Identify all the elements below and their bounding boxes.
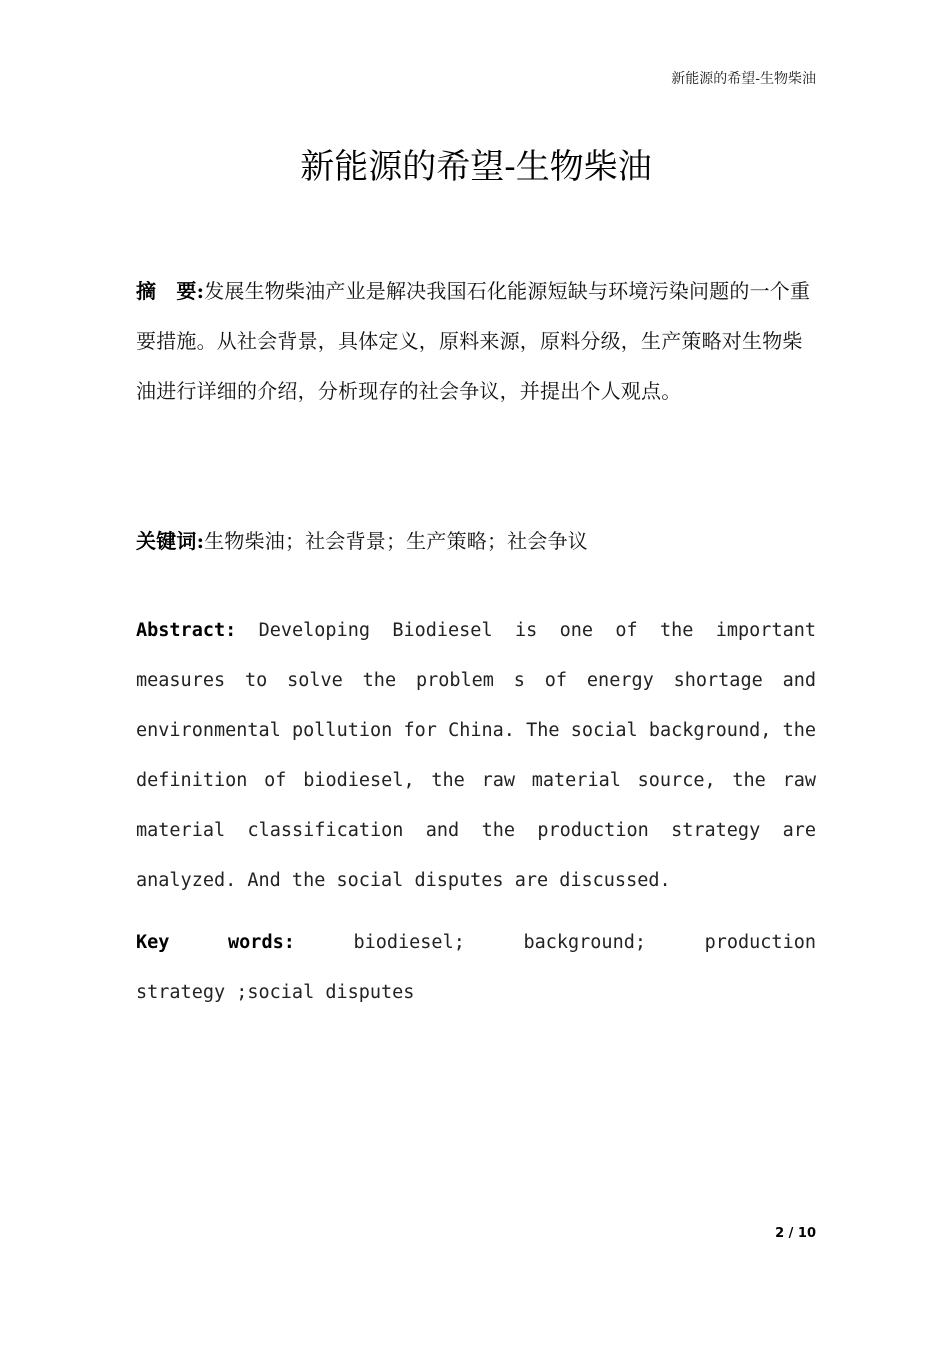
english-keyword-3: production [704, 932, 816, 953]
chinese-keywords-label: 关键词: [136, 529, 205, 553]
english-keywords-second-line: strategy ;social disputes [136, 982, 415, 1003]
english-keywords-label-key: Key [136, 932, 170, 953]
english-keyword-2: background; [523, 932, 646, 953]
english-keywords-label-words: words: [228, 932, 295, 953]
page-number: 2 / 10 [775, 1226, 816, 1241]
document-title: 新能源的希望-生物柴油 [300, 147, 652, 187]
english-keywords-first-line [136, 918, 816, 968]
chinese-keywords-text: 生物柴油；社会背景；生产策略；社会争议 [204, 529, 588, 553]
chinese-abstract-label: 摘 要: [136, 279, 205, 303]
chinese-abstract [136, 266, 816, 416]
english-abstract-text: Developing Biodiesel is one of the important measures to solve the problem s of energy shortage and environmental pollution for China. The social background, the definition of biodiesel, the raw material source, the raw material classification and the production strategy are analyzed. And the social disputes are discussed. [136, 620, 816, 891]
chinese-keywords [136, 516, 816, 566]
running-header: 新能源的希望-生物柴油 [671, 71, 816, 87]
english-keyword-1: biodiesel; [353, 932, 465, 953]
english-keywords [136, 918, 816, 1018]
english-abstract-label: Abstract: [136, 620, 237, 641]
english-abstract [136, 606, 816, 906]
chinese-abstract-text: 发展生物柴油产业是解决我国石化能源短缺与环境污染问题的一个重要措施。从社会背景，具体定义，原料来源，原料分级，生产策略对生物柴油进行详细的介绍，分析现存的社会争议，并提出个人观点。 [136, 279, 811, 403]
